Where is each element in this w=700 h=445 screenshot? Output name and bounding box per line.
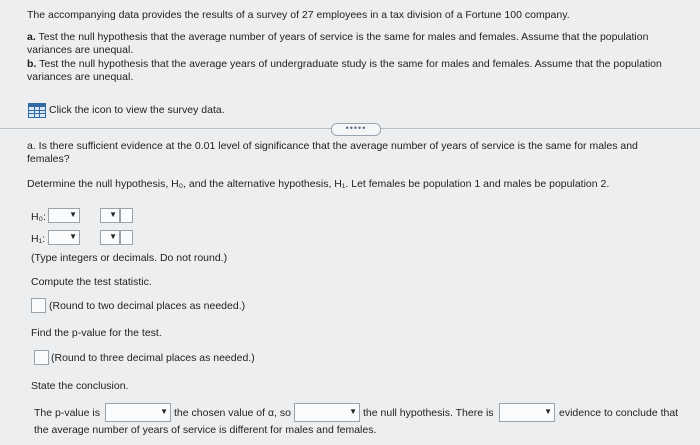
conclusion-line2: the average number of years of service is different for males and females. xyxy=(34,424,377,436)
h1-param-dropdown[interactable] xyxy=(48,230,80,245)
part-a-text xyxy=(27,31,648,43)
test-statistic-input[interactable] xyxy=(31,298,46,313)
question-a-line1: a. Is there sufficient evidence at the 0.01 level of significance that the average number of years of service is the same for males and xyxy=(27,140,638,152)
chevron-down-icon: ▼ xyxy=(69,232,77,241)
intro-text: The accompanying data provides the results of a survey of 27 employees in a tax division of a Fortune 100 company. xyxy=(27,9,570,21)
h1-label: H₁: xyxy=(31,233,46,245)
data-table-icon[interactable] xyxy=(28,103,46,118)
reject-decision-dropdown[interactable] xyxy=(294,403,360,422)
round-three-hint: (Round to three decimal places as needed.) xyxy=(51,352,255,364)
evidence-dropdown[interactable] xyxy=(499,403,555,422)
part-a-label: a. xyxy=(27,31,36,43)
conclusion-chosen-text: the chosen value of α, so xyxy=(174,407,291,419)
chevron-down-icon: ▼ xyxy=(160,407,168,416)
h0-param-dropdown[interactable] xyxy=(48,208,80,223)
divider-grip[interactable]: ••••• xyxy=(331,123,381,136)
chevron-down-icon: ▼ xyxy=(69,210,77,219)
h1-operator-dropdown[interactable] xyxy=(100,230,120,245)
chevron-down-icon: ▼ xyxy=(544,407,552,416)
h1-value-input[interactable] xyxy=(120,230,133,245)
part-b-text xyxy=(27,58,662,70)
h0-operator-dropdown[interactable] xyxy=(100,208,120,223)
chevron-down-icon: ▼ xyxy=(349,407,357,416)
question-a-line2: females? xyxy=(27,153,70,165)
part-b-line1: Test the null hypothesis that the average years of undergraduate study is the same for males and females. Assume that the population xyxy=(39,58,662,70)
h0-label: H₀: xyxy=(31,211,46,223)
find-p-value-text: Find the p-value for the test. xyxy=(31,327,162,339)
p-value-input[interactable] xyxy=(34,350,49,365)
part-b-label: b. xyxy=(27,58,37,70)
pvalue-comparison-dropdown[interactable] xyxy=(105,403,171,422)
conclusion-pvalue-text: The p-value is xyxy=(34,407,100,419)
compute-test-statistic-text: Compute the test statistic. xyxy=(31,276,152,288)
determine-hypotheses-text: Determine the null hypothesis, H₀, and the alternative hypothesis, H₁. Let females be population 1 and males be population 2. xyxy=(27,178,610,190)
chevron-down-icon: ▼ xyxy=(109,232,117,241)
round-two-hint: (Round to two decimal places as needed.) xyxy=(49,300,246,312)
conclusion-evidence-text: evidence to conclude that xyxy=(559,407,679,419)
part-a-line1: Test the null hypothesis that the average number of years of service is the same for males and females. Assume that the population xyxy=(38,31,649,43)
view-data-link[interactable]: Click the icon to view the survey data. xyxy=(49,104,225,116)
type-hint: (Type integers or decimals. Do not round.) xyxy=(31,252,228,264)
part-b-line2: variances are unequal. xyxy=(27,71,134,83)
state-conclusion-text: State the conclusion. xyxy=(31,380,129,392)
part-a-line2: variances are unequal. xyxy=(27,44,134,56)
chevron-down-icon: ▼ xyxy=(109,210,117,219)
h0-value-input[interactable] xyxy=(120,208,133,223)
conclusion-null-text: the null hypothesis. There is xyxy=(363,407,494,419)
